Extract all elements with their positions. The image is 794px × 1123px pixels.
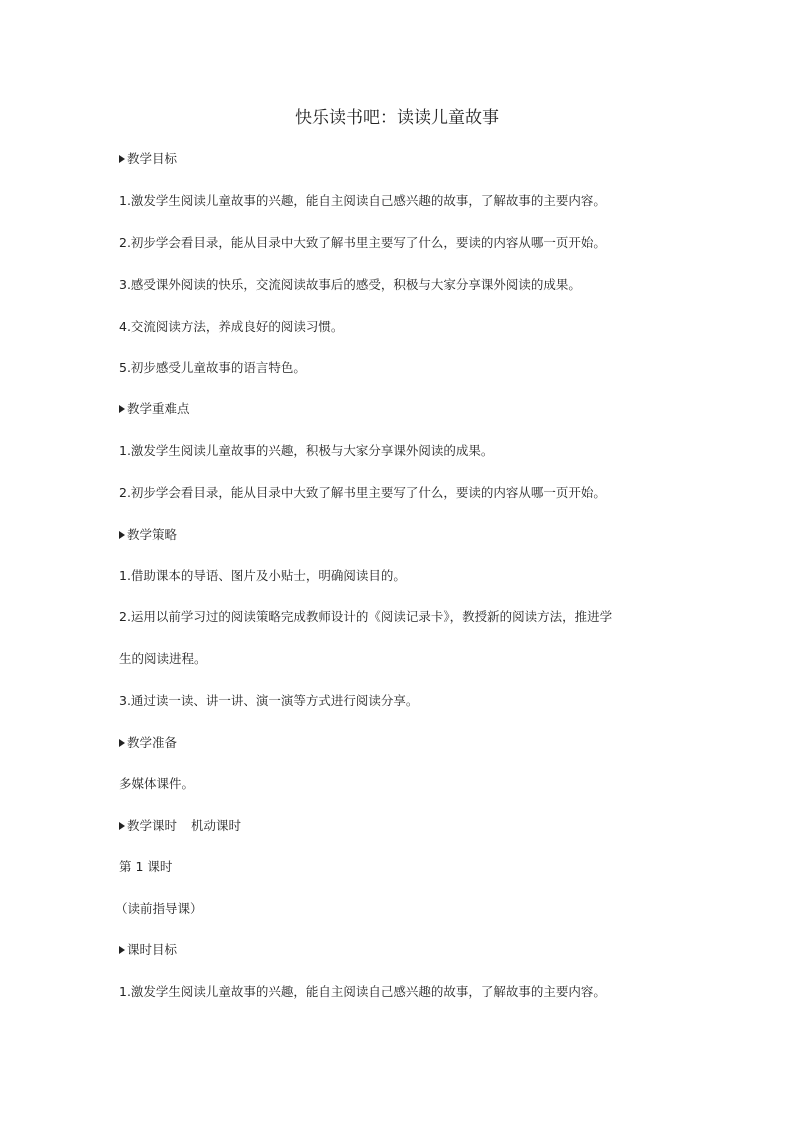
paragraph: 多媒体课件。 bbox=[119, 776, 195, 791]
lesson-subtitle: （读前指导课） bbox=[115, 901, 203, 916]
paragraph: 1.激发学生阅读儿童故事的兴趣，能自主阅读自己感兴趣的故事，了解故事的主要内容。 bbox=[119, 193, 606, 208]
periods-value: 机动课时 bbox=[191, 818, 242, 833]
section-heading-text: 教学课时 bbox=[127, 818, 178, 833]
section-heading-text: 教学目标 bbox=[127, 151, 178, 166]
paragraph: 1.激发学生阅读儿童故事的兴趣，能自主阅读自己感兴趣的故事，了解故事的主要内容。 bbox=[119, 984, 606, 999]
paragraph: 5.初步感受儿童故事的语言特色。 bbox=[119, 360, 306, 375]
section-heading-text: 课时目标 bbox=[127, 942, 178, 957]
section-heading-goals bbox=[119, 150, 679, 168]
section-heading-lesson-goals bbox=[119, 941, 679, 959]
lesson-label: 第 1 课时 bbox=[119, 859, 173, 874]
section-heading-text: 教学重难点 bbox=[127, 401, 190, 416]
section-heading-preparation bbox=[119, 734, 679, 752]
section-heading-strategy bbox=[119, 526, 679, 544]
paragraph: 2.初步学会看目录，能从目录中大致了解书里主要写了什么，要读的内容从哪一页开始。 bbox=[119, 485, 606, 500]
paragraph: 4.交流阅读方法，养成良好的阅读习惯。 bbox=[119, 319, 344, 334]
paragraph: 3.感受课外阅读的快乐，交流阅读故事后的感受，积极与大家分享课外阅读的成果。 bbox=[119, 277, 581, 292]
section-heading-text: 教学准备 bbox=[127, 735, 178, 750]
section-heading-text: 教学策略 bbox=[127, 527, 178, 542]
section-heading-key-points bbox=[119, 400, 679, 418]
triangle-bullet-icon bbox=[119, 531, 125, 539]
triangle-bullet-icon bbox=[119, 155, 125, 163]
triangle-bullet-icon bbox=[119, 405, 125, 413]
triangle-bullet-icon bbox=[119, 946, 125, 954]
paragraph: 3.通过读一读、讲一讲、演一演等方式进行阅读分享。 bbox=[119, 693, 419, 708]
triangle-bullet-icon bbox=[119, 822, 125, 830]
paragraph: 1.激发学生阅读儿童故事的兴趣，积极与大家分享课外阅读的成果。 bbox=[119, 443, 494, 458]
paragraph: 2.运用以前学习过的阅读策略完成教师设计的《阅读记录卡》，教授新的阅读方法，推进学 bbox=[119, 609, 613, 624]
paragraph: 1.借助课本的导语、图片及小贴士，明确阅读目的。 bbox=[119, 568, 406, 583]
paragraph: 生的阅读进程。 bbox=[119, 651, 207, 666]
triangle-bullet-icon bbox=[119, 739, 125, 747]
paragraph: 2.初步学会看目录，能从目录中大致了解书里主要写了什么，要读的内容从哪一页开始。 bbox=[119, 235, 606, 250]
section-heading-periods bbox=[119, 817, 679, 835]
document-title: 快乐读书吧：读读儿童故事 bbox=[295, 108, 499, 128]
